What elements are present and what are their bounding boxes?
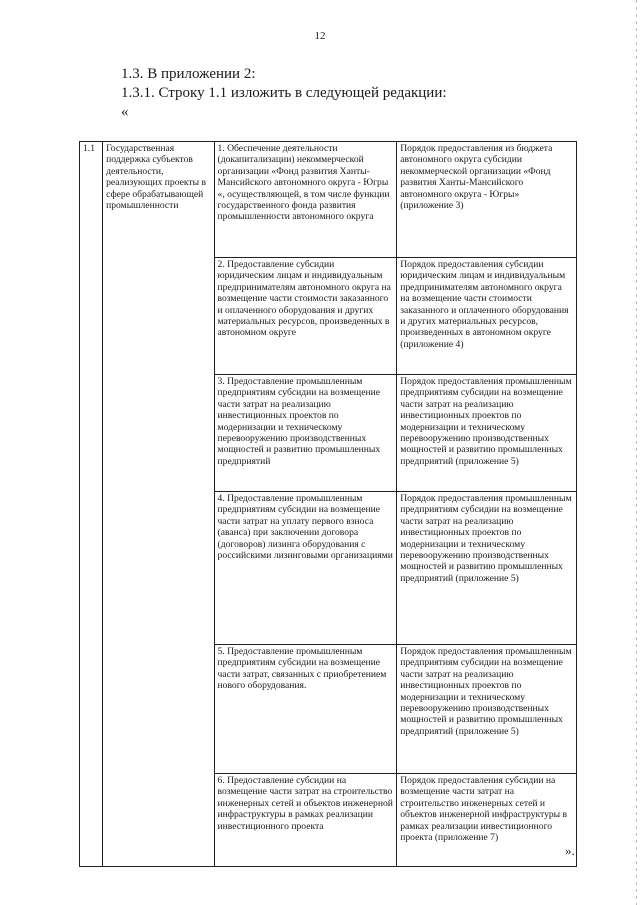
row-number-cell: 1.1 bbox=[80, 142, 103, 867]
measure-cell: 2. Предоставление субсидии юридическим лицам и индивидуальным предпринимателям автономного округа на возмещение части стоимости заказанного и оплаченного оборудования и других материальных ресурсов, произведенных в автономном округе bbox=[214, 258, 397, 375]
measure-cell: 3. Предоставление промышленным предприятиям субсидии на возмещение части затрат на реализацию инвестиционных проектов по модернизации и техническому перевооружению производственных мощностей и развитию промышленных предприятий bbox=[214, 375, 397, 492]
order-cell: Порядок предоставления субсидии на возмещение части затрат на строительство инженерных сетей и объектов инженерной инфраструктуры в рамках реализации инвестиционного проекта (приложение 7) bbox=[397, 774, 577, 867]
opening-quote: « bbox=[121, 104, 129, 120]
scan-edge bbox=[636, 0, 637, 905]
measure-cell: 4. Предоставление промышленным предприятиям субсидии на возмещение части затрат на уплату первого взноса (аванса) при заключении договора (договоров) лизинга оборудования с российскими лизинговыми организациями bbox=[214, 492, 397, 645]
measure-cell: 1. Обеспечение деятельности (докапитализации) некоммерческой организации «Фонд развития Ханты-Мансийского автономного округа - Югры «, осуществляющей, в том числе функции государственного фонда развития промышленности автономного округа bbox=[214, 142, 397, 258]
order-cell: Порядок предоставления промышленным предприятиям субсидии на возмещение части затрат на реализацию инвестиционных проектов по модернизации и техническому перевооружению производственных мощностей и развитию промышленных предприятий (приложение 5) bbox=[397, 375, 577, 492]
program-name-cell: Государственная поддержка субъектов деятельности, реализующих проекты в сфере обрабатывающей промышленности bbox=[103, 142, 214, 867]
page-number: 12 bbox=[314, 30, 326, 42]
order-cell: Порядок предоставления промышленным предприятиям субсидии на возмещение части затрат на реализацию инвестиционных проектов по модернизации и техническому перевооружению производственных мощностей и развитию промышленных предприятий (приложение 5) bbox=[397, 492, 577, 645]
closing-quote: ». bbox=[565, 843, 575, 858]
order-cell: Порядок предоставления из бюджета автономного округа субсидии некоммерческой организации «Фонд развития Ханты-Мансийского автономного округа - Югры» (приложение 3) bbox=[397, 142, 577, 258]
subsection-heading: 1.3.1. Строку 1.1 изложить в следующей редакции: bbox=[121, 85, 447, 101]
measure-cell: 6. Предоставление субсидии на возмещение части затрат на строительство инженерных сетей и объектов инженерной инфраструктуры в рамках реализации инвестиционного проекта bbox=[214, 774, 397, 867]
table-row bbox=[80, 142, 577, 258]
amendment-table bbox=[79, 141, 577, 867]
order-cell: Порядок предоставления субсидии юридическим лицам и индивидуальным предпринимателям автономного округа на возмещение части стоимости заказанного и оплаченного оборудования и других материальных ресурсов, произведенных в автономном округе (приложение 4) bbox=[397, 258, 577, 375]
order-cell: Порядок предоставления промышленным предприятиям субсидии на возмещение части затрат на реализацию инвестиционных проектов по модернизации и техническому перевооружению производственных мощностей и развитию промышленных предприятий (приложение 5) bbox=[397, 645, 577, 774]
measure-cell: 5. Предоставление промышленным предприятиям субсидии на возмещение части затрат, связанных с приобретением нового оборудования. bbox=[214, 645, 397, 774]
section-heading: 1.3. В приложении 2: bbox=[121, 66, 256, 82]
